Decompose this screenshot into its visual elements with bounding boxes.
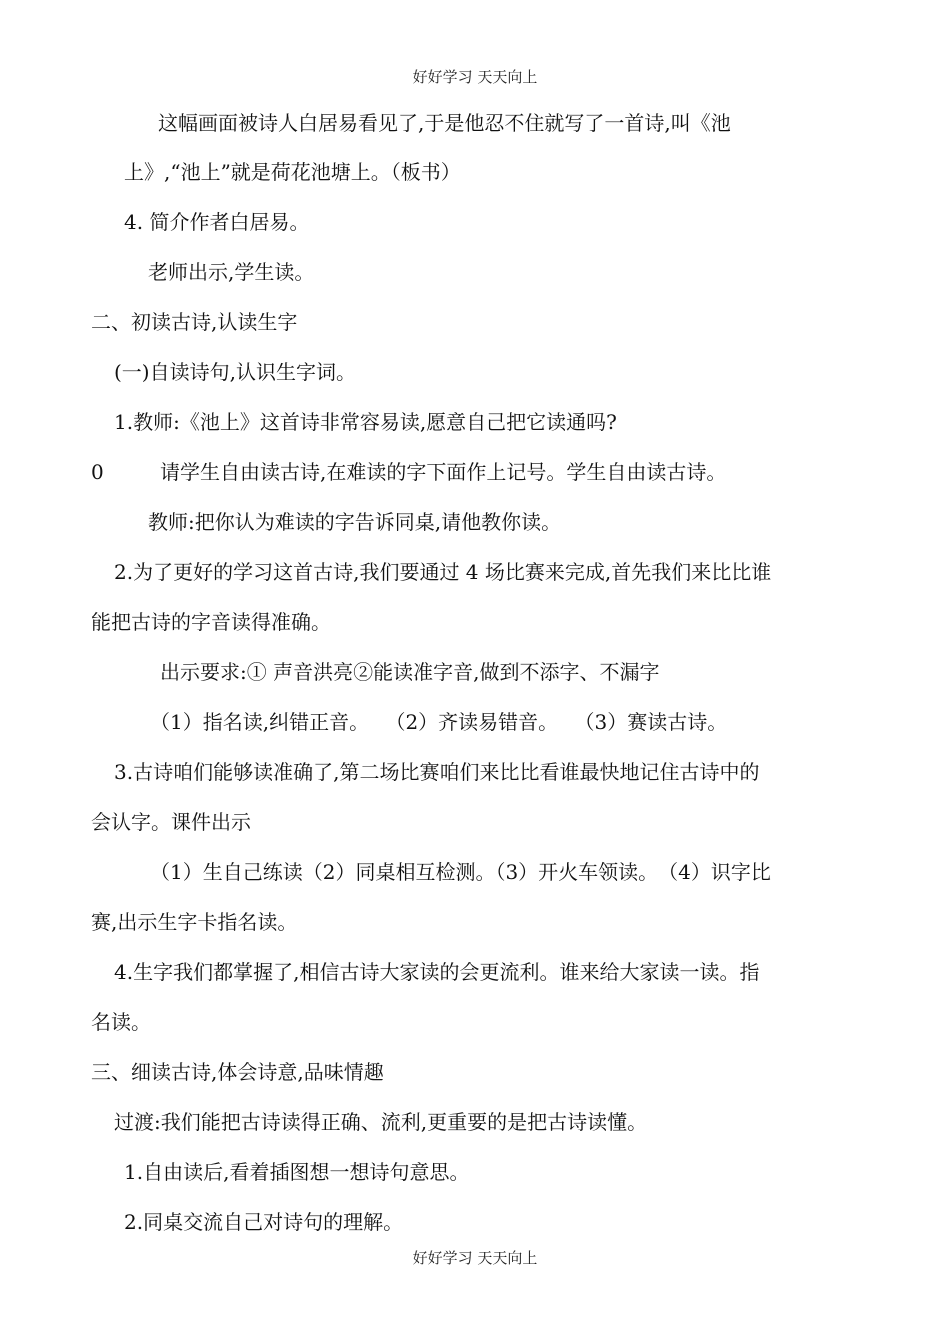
- text-line-17: （1）生自己练读（2）同桌相互检测。（3）开火车领读。 （4）识字比: [150, 860, 771, 884]
- text-line-7: 1.教师:《池上》这首诗非常容易读,愿意自己把它读通吗?: [114, 410, 617, 434]
- section-heading-2: 二、初读古诗,认读生字: [91, 310, 298, 334]
- text-line-14: （1）指名读,纠错正音。 （2）齐读易错音。 （3）赛读古诗。: [150, 710, 728, 734]
- text-line-3: 4. 简介作者白居易。: [124, 210, 310, 234]
- text-line-20: 名读。: [91, 1010, 151, 1034]
- text-line-10: 教师:把你认为难读的字告诉同桌,请他教你读。: [148, 510, 562, 534]
- text-line-1: 这幅画面被诗人白居易看见了,于是他忍不住就写了一首诗,叫《池: [158, 111, 731, 135]
- text-line-24: 2.同桌交流自己对诗句的理解。: [124, 1210, 404, 1234]
- text-line-4: 老师出示,学生读。: [148, 260, 315, 284]
- text-line-19: 4.生字我们都掌握了,相信古诗大家读的会更流利。谁来给大家读一读。指: [114, 960, 760, 984]
- text-line-12: 能把古诗的字音读得准确。: [91, 610, 331, 634]
- section-heading-3: 三、细读古诗,体会诗意,品味情趣: [91, 1060, 384, 1084]
- page-footer: 好好学习 天天向上: [412, 1249, 538, 1267]
- text-line-9: 请学生自由读古诗,在难读的字下面作上记号。学生自由读古诗。: [160, 460, 727, 484]
- text-line-2: 上》,“池上”就是荷花池塘上。（板书）: [124, 160, 461, 184]
- text-line-23: 1.自由读后,看着插图想一想诗句意思。: [124, 1160, 470, 1184]
- stray-number: 0: [91, 460, 104, 484]
- page-header: 好好学习 天天向上: [412, 68, 538, 86]
- text-line-16: 会认字。课件出示: [91, 810, 251, 834]
- text-line-11: 2.为了更好的学习这首古诗,我们要通过 4 场比赛来完成,首先我们来比比谁: [114, 560, 772, 584]
- text-line-13: 出示要求:① 声音洪亮②能读准字音,做到不添字、不漏字: [160, 660, 660, 684]
- text-line-18: 赛,出示生字卡指名读。: [91, 910, 298, 934]
- text-line-15: 3.古诗咱们能够读准确了,第二场比赛咱们来比比看谁最快地记住古诗中的: [114, 760, 760, 784]
- text-line-22: 过渡:我们能把古诗读得正确、流利,更重要的是把古诗读懂。: [114, 1110, 648, 1134]
- text-line-6: (一)自读诗句,认识生字词。: [114, 360, 356, 384]
